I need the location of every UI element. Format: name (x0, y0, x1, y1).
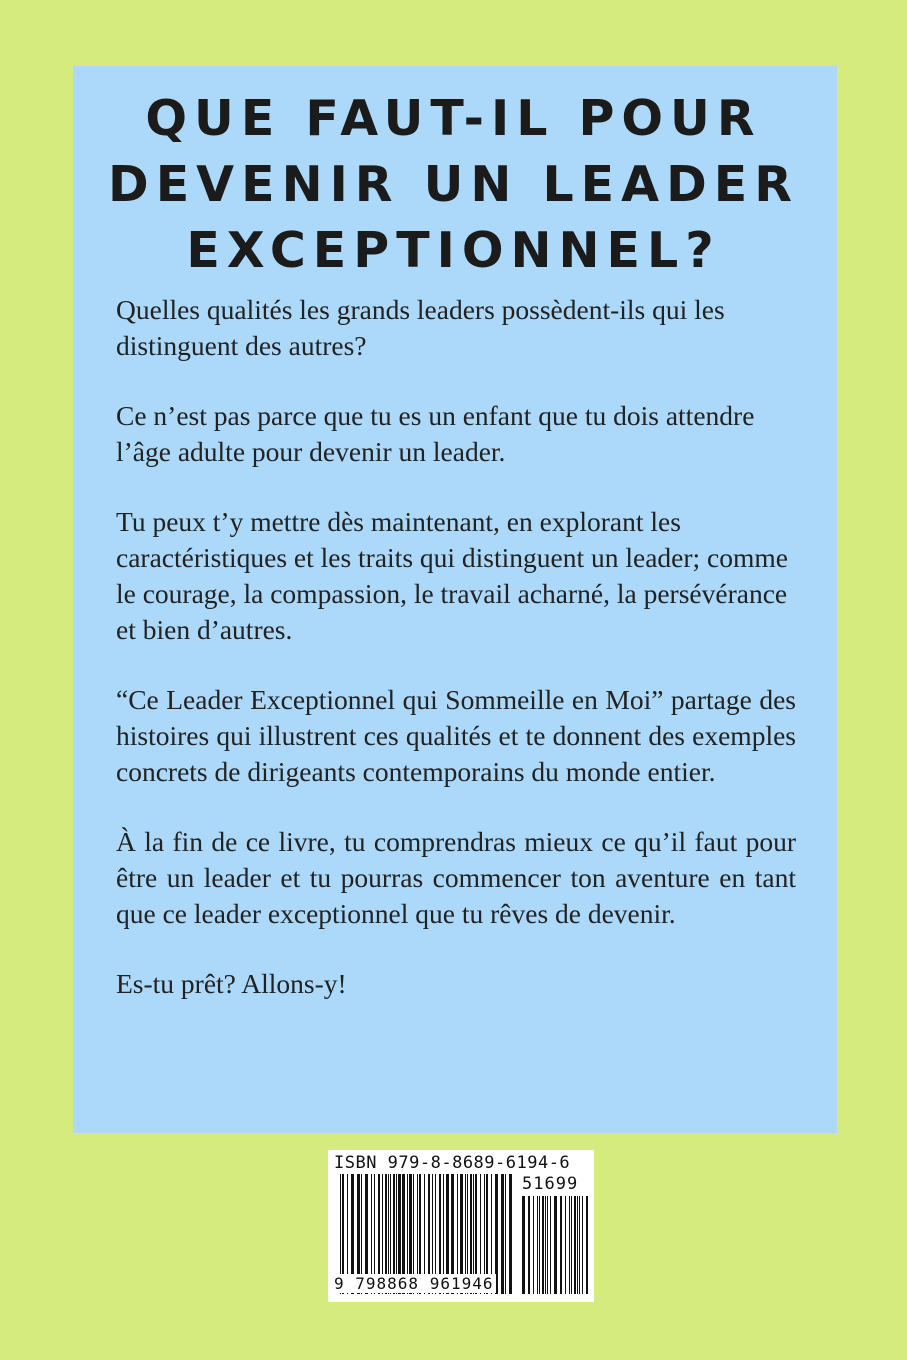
barcode-bar (509, 1174, 512, 1294)
blurb-paragraph: Tu peux t’y mettre dès maintenant, en explorant les caractéristiques et les traits qui distinguent un leader; comme le courage, la compassion, le travail acharné, la persévérance et bien d’autres. (116, 506, 789, 645)
title-line: DEVENIR UN LEADER (108, 156, 799, 213)
barcode-bar (582, 1196, 583, 1294)
barcode-bar (565, 1196, 566, 1294)
barcode-bar (537, 1196, 538, 1294)
addon-barcode-bars (522, 1196, 588, 1294)
barcode-bar (539, 1196, 540, 1294)
barcode-bar (522, 1196, 525, 1294)
price-code: 51699 (522, 1174, 579, 1194)
barcode-bar (569, 1196, 570, 1294)
barcode-bar (528, 1196, 530, 1294)
barcode-bar (574, 1196, 576, 1294)
title-line: QUE FAUT-IL POUR (145, 90, 762, 147)
barcode-bar (550, 1196, 551, 1294)
barcode-bar (533, 1196, 534, 1294)
barcode-bar (505, 1174, 506, 1294)
isbn-barcode (328, 1150, 594, 1302)
blurb-paragraph: Ce n’est pas parce que tu es un enfant que tu dois attendre l’âge adulte pour devenir un leader. (116, 400, 755, 467)
blurb-paragraph: Quelles qualités les grands leaders possèdent-ils qui les distinguent des autres? (116, 294, 725, 361)
blurb-paragraph: À la fin de ce livre, tu comprendras mieux ce qu’il faut pour être un leader et tu pourras commencer ton aventure en tant que ce leader exceptionnel que tu rêves de devenir. (116, 826, 796, 929)
barcode-bar (560, 1196, 562, 1294)
blurb (116, 292, 796, 1036)
barcode-bar (501, 1174, 504, 1294)
barcode-bar (547, 1196, 548, 1294)
blurb-paragraph: “Ce Leader Exceptionnel qui Sommeille en Moi” partage des histoires qui illustrent ces qualités et te donnent des exemples concrets de dirigeants contemporains du monde entier. (116, 684, 796, 787)
barcode-bar (554, 1196, 557, 1294)
ean-digits: 9 798868 961946 (334, 1274, 494, 1293)
barcode-bar (577, 1196, 578, 1294)
barcode-bar (545, 1196, 546, 1294)
barcode-bar (542, 1196, 544, 1294)
barcode-bar (571, 1196, 572, 1294)
title-line: EXCEPTIONNEL? (186, 222, 721, 279)
back-cover-title (0, 86, 907, 284)
blurb-paragraph: Es-tu prêt? Allons-y! (116, 968, 347, 999)
isbn-number: ISBN 979-8-8689-6194-6 (334, 1153, 571, 1173)
barcode-bar (579, 1196, 580, 1294)
barcode-bar (586, 1196, 588, 1294)
